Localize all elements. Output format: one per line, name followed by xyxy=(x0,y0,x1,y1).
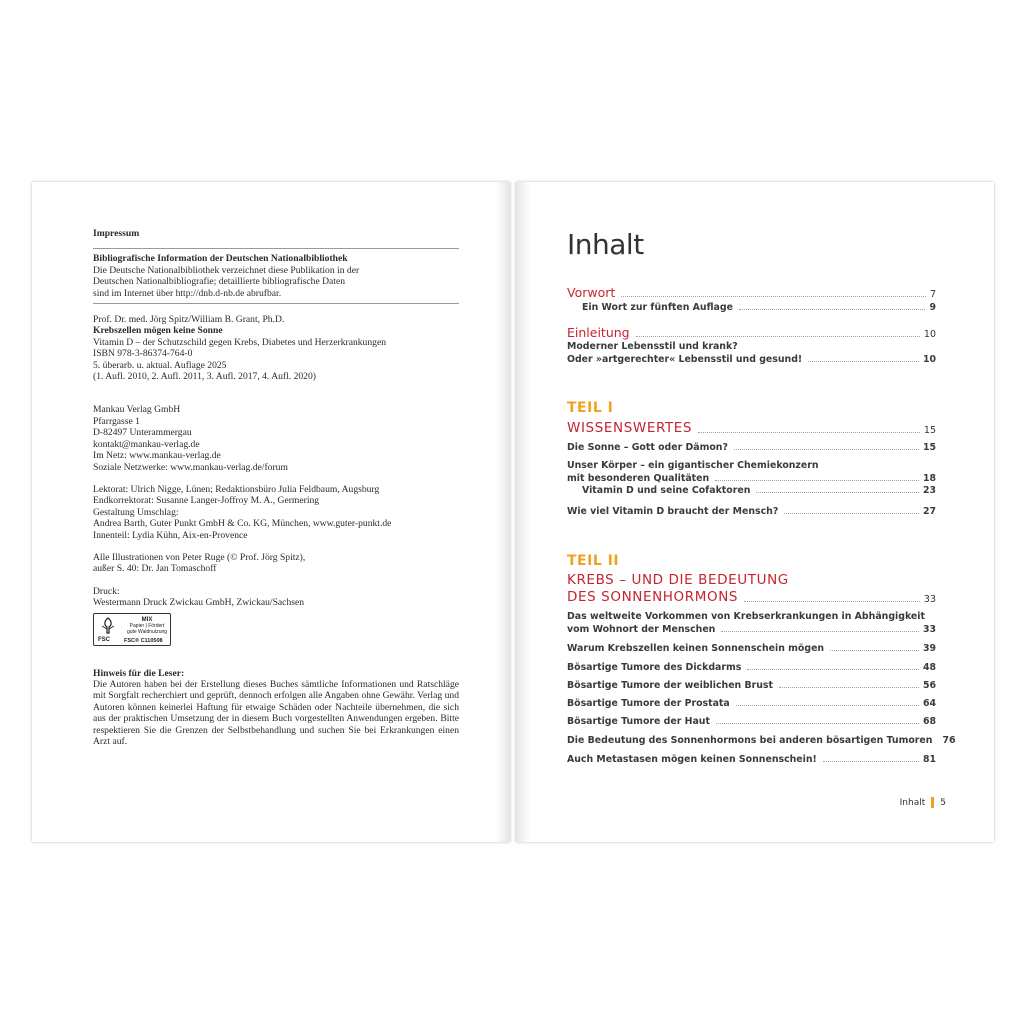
publisher-line: Im Netz: www.mankau-verlag.de xyxy=(93,450,221,462)
leader-dots xyxy=(721,630,919,632)
impressum-block xyxy=(93,228,459,747)
publisher-line: kontakt@mankau-verlag.de xyxy=(93,438,200,450)
fsc-mix-label: MIX xyxy=(141,616,153,623)
toc-page: 7 xyxy=(929,289,936,300)
toc-page: 15 xyxy=(922,442,936,453)
publisher-line: D-82497 Unterammergau xyxy=(93,427,192,439)
leader-dots xyxy=(823,760,919,762)
leader-dots xyxy=(756,491,919,493)
toc-label: mit besonderen Qualitäten xyxy=(567,473,710,484)
toc-entry-vorwort[interactable] xyxy=(567,285,936,300)
impressum-title: Impressum xyxy=(93,228,140,239)
biblio-heading: Bibliografische Information der Deutschen Nationalbibliothek xyxy=(93,253,348,265)
toc-page: 81 xyxy=(922,754,936,765)
leader-dots xyxy=(736,704,919,706)
toc-entry-koerper-line1[interactable]: Unser Körper – ein gigantischer Chemiekonzern xyxy=(567,460,819,471)
leader-dots xyxy=(734,448,919,450)
toc-label: Auch Metastasen mögen keinen Sonnenschein! xyxy=(567,754,817,765)
gutter-shadow-right xyxy=(516,182,530,842)
toc-label: Bösartige Tumore der Haut xyxy=(567,716,710,727)
printer: Westermann Druck Zwickau GmbH, Zwickau/Sachsen xyxy=(93,597,305,609)
toc-page: 33 xyxy=(922,624,936,635)
toc-page: 33 xyxy=(923,594,936,605)
toc-page: 10 xyxy=(922,354,936,365)
toc-label: Bösartige Tumore der Prostata xyxy=(567,698,730,709)
leader-dots xyxy=(621,295,926,297)
gutter-shadow-left xyxy=(496,182,510,842)
toc-page: 68 xyxy=(922,716,936,727)
toc-page: 39 xyxy=(922,643,936,654)
notice-heading: Hinweis für die Leser: xyxy=(93,667,185,679)
publisher-line: Soziale Netzwerke: www.mankau-verlag.de/forum xyxy=(93,461,288,473)
toc-label: Wie viel Vitamin D braucht der Mensch? xyxy=(567,506,779,517)
leader-dots xyxy=(698,431,920,433)
notice-text: Die Autoren haben bei der Erstellung dieses Buches sämtliche Informationen und Ratschläge mit Sorgfalt recherchiert und geprüft, dennoch erfolgen alle Angaben ohne Gewähr. Verlag und Autoren können keinerlei Haftung für etwaige Schäden oder Nachteile übernehmen, die sich aus der praktischen Umsetzung der in diesem Buch vorgestellten Anwendungen ergeben. Bitte respektieren Sie die Grenzen der Selbstbehandlung und suchen Sie bei Erkrankungen einen Arzt auf. xyxy=(93,678,459,747)
toc-page: 48 xyxy=(922,662,936,673)
leader-dots xyxy=(808,360,919,362)
toc-entry-einleitung-sub2[interactable] xyxy=(567,354,936,365)
book-line: ISBN 978-3-86374-764-0 xyxy=(93,348,193,360)
toc-label: Vorwort xyxy=(567,285,616,300)
leader-dots xyxy=(744,600,920,602)
book-title: Krebszellen mögen keine Sonne xyxy=(93,325,223,337)
right-page xyxy=(516,182,994,842)
toc-entry-wieviel[interactable] xyxy=(567,506,936,517)
publisher-line: Pfarrgasse 1 xyxy=(93,415,140,427)
toc-label: Die Sonne – Gott oder Dämon? xyxy=(567,442,728,453)
toc-entry-koerper[interactable] xyxy=(567,473,936,484)
book-line: 5. überarb. u. aktual. Auflage 2025 xyxy=(93,359,227,371)
toc-entry-vorwort-sub[interactable] xyxy=(567,302,936,313)
leader-dots xyxy=(830,649,919,651)
print-label: Druck: xyxy=(93,585,120,597)
footer-bar xyxy=(931,797,934,808)
toc-entry-einleitung[interactable] xyxy=(567,325,936,340)
toc-entry-krebszellen[interactable] xyxy=(567,643,936,654)
publisher-line: Mankau Verlag GmbH xyxy=(93,404,181,416)
toc-entry-andere[interactable] xyxy=(567,735,956,746)
fsc-code: FSC® C110508 xyxy=(124,637,163,644)
fsc-sub: Papier | Fördert xyxy=(129,622,165,629)
credits-line: Innenteil: Lydia Kühn, Aix-en-Provence xyxy=(93,529,248,541)
part-label-2: TEIL II xyxy=(567,553,620,569)
credits-line: Andrea Barth, Guter Punkt GmbH & Co. KG, München, www.guter-punkt.de xyxy=(93,518,392,530)
toc-label: Bösartige Tumore der weiblichen Brust xyxy=(567,680,773,691)
leader-dots xyxy=(636,335,920,337)
toc-entry-welt-line1[interactable]: Das weltweite Vorkommen von Krebserkrankungen in Abhängigkeit xyxy=(567,611,925,622)
toc-entry-teil2[interactable] xyxy=(567,589,936,605)
part-heading-line1: KREBS – UND DIE BEDEUTUNG xyxy=(567,572,789,588)
toc-label: Ein Wort zur fünften Auflage xyxy=(582,302,733,313)
toc-entry-vitamin-d[interactable] xyxy=(567,485,936,496)
toc-page: 64 xyxy=(922,698,936,709)
fsc-mix xyxy=(124,617,170,635)
leader-dots xyxy=(747,668,919,670)
part-heading-line2: DES SONNENHORMONS xyxy=(567,589,739,605)
biblio-line: Deutschen Nationalbibliografie; detaillierte bibliografische Daten xyxy=(93,276,346,288)
toc-label: Oder »artgerechter« Lebensstil und gesund! xyxy=(567,354,803,365)
toc-label: Warum Krebszellen keinen Sonnenschein mögen xyxy=(567,643,825,654)
toc-label: Bösartige Tumore des Dickdarms xyxy=(567,662,742,673)
toc-entry-metastasen[interactable] xyxy=(567,754,936,765)
toc-entry-haut[interactable] xyxy=(567,716,936,727)
fsc-tree-icon xyxy=(98,617,118,635)
illustrations-line: außer S. 40: Dr. Jan Tomaschoff xyxy=(93,563,217,575)
leader-dots xyxy=(739,308,926,310)
toc-label: Vitamin D und seine Cofaktoren xyxy=(582,485,751,496)
toc-page: 56 xyxy=(922,680,936,691)
toc-label: Einleitung xyxy=(567,325,630,340)
toc-entry-teil1[interactable] xyxy=(567,420,936,436)
credits-line: Lektorat: Ulrich Nigge, Lünen; Redaktionsbüro Julia Feldbaum, Augsburg xyxy=(93,483,380,495)
biblio-line: Die Deutsche Nationalbibliothek verzeichnet diese Publikation in der xyxy=(93,264,360,276)
toc-entry-welt[interactable] xyxy=(567,624,936,635)
authors: Prof. Dr. med. Jörg Spitz/William B. Grant, Ph.D. xyxy=(93,314,285,326)
leader-dots xyxy=(779,686,919,688)
toc-entry-sonne[interactable] xyxy=(567,442,936,453)
book-line: (1. Aufl. 2010, 2. Aufl. 2011, 3. Aufl. 2017, 4. Aufl. 2020) xyxy=(93,371,316,383)
page-number: 5 xyxy=(940,797,946,808)
divider xyxy=(93,248,459,249)
toc-entry-dickdarm[interactable] xyxy=(567,662,936,673)
credits-line: Endkorrektorat: Susanne Langer-Joffroy M. A., Germering xyxy=(93,495,320,507)
credits-line: Gestaltung Umschlag: xyxy=(93,506,179,518)
toc-page: 27 xyxy=(922,506,936,517)
footer-label: Inhalt xyxy=(899,797,926,808)
left-page xyxy=(32,182,510,842)
toc-page: 18 xyxy=(922,473,936,484)
fsc-logo xyxy=(93,613,171,646)
biblio-line: sind im Internet über http://dnb.d-nb.de abrufbar. xyxy=(93,287,282,299)
toc-entry-einleitung-sub1[interactable]: Moderner Lebensstil und krank? xyxy=(567,341,738,352)
leader-dots xyxy=(784,512,919,514)
part-heading: WISSENSWERTES xyxy=(567,420,693,436)
toc-label: Die Bedeutung des Sonnenhormons bei anderen bösartigen Tumoren xyxy=(567,735,933,746)
toc-page: 23 xyxy=(922,485,936,496)
toc-page: 15 xyxy=(923,425,936,436)
toc-title: Inhalt xyxy=(567,228,644,261)
book-line: Vitamin D – der Schutzschild gegen Krebs, Diabetes und Herzerkrankungen xyxy=(93,336,387,348)
part-label-1: TEIL I xyxy=(567,400,614,416)
fsc-sub: gute Waldnutzung xyxy=(126,628,168,635)
toc-page: 76 xyxy=(942,735,956,746)
toc-page: 10 xyxy=(923,329,936,340)
toc-entry-brust[interactable] xyxy=(567,680,936,691)
toc-page: 9 xyxy=(929,302,936,313)
divider xyxy=(93,303,459,304)
fsc-label: FSC xyxy=(98,636,110,643)
leader-dots xyxy=(716,722,919,724)
leader-dots xyxy=(715,479,919,481)
page-footer xyxy=(900,797,946,808)
toc-label: vom Wohnort der Menschen xyxy=(567,624,716,635)
toc-entry-prostata[interactable] xyxy=(567,698,936,709)
book-spread xyxy=(32,182,994,842)
illustrations-line: Alle Illustrationen von Peter Ruge (© Prof. Jörg Spitz), xyxy=(93,551,306,563)
